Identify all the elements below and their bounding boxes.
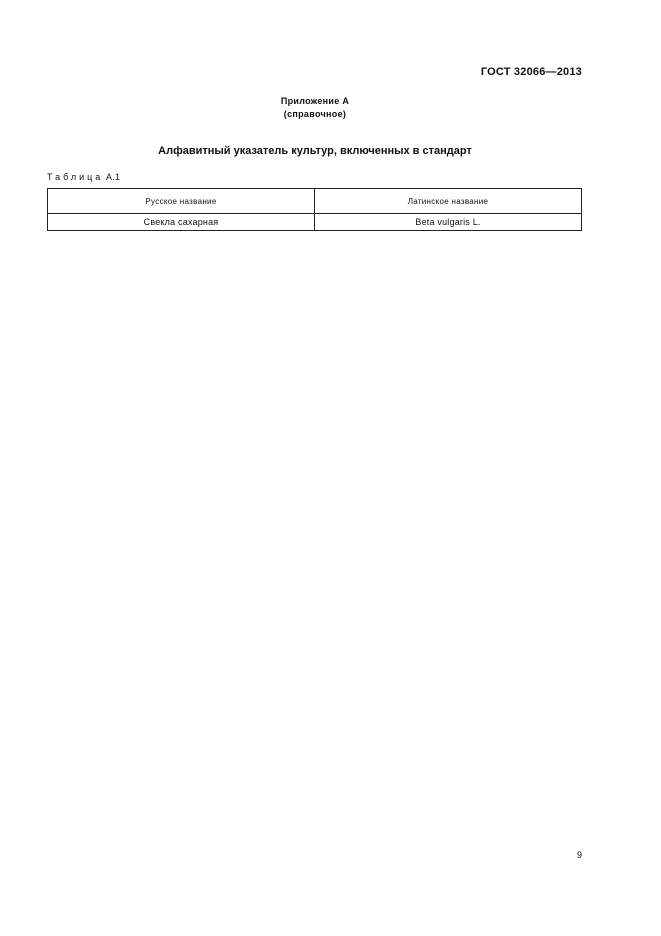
crops-table [47, 188, 582, 231]
cell-latin-name: Beta vulgaris L. [315, 214, 582, 231]
column-header-latin-name: Латинское название [315, 189, 582, 214]
appendix-type: (справочное) [283, 109, 347, 119]
appendix-heading [0, 95, 630, 121]
appendix-label: Приложение А [280, 96, 350, 106]
table-header-row [48, 189, 582, 214]
table-caption-number: А.1 [106, 172, 121, 182]
page-title: Алфавитный указатель культур, включенных в стандарт [158, 145, 472, 157]
document-id-header: ГОСТ 32066—2013 [480, 66, 582, 78]
page-number: 9 [576, 850, 582, 860]
column-header-russian-name: Русское название [48, 189, 315, 214]
cell-russian-name: Свекла сахарная [48, 214, 315, 231]
table-row [48, 214, 582, 231]
table-caption [47, 172, 120, 182]
table-caption-word: Таблица [47, 172, 104, 182]
